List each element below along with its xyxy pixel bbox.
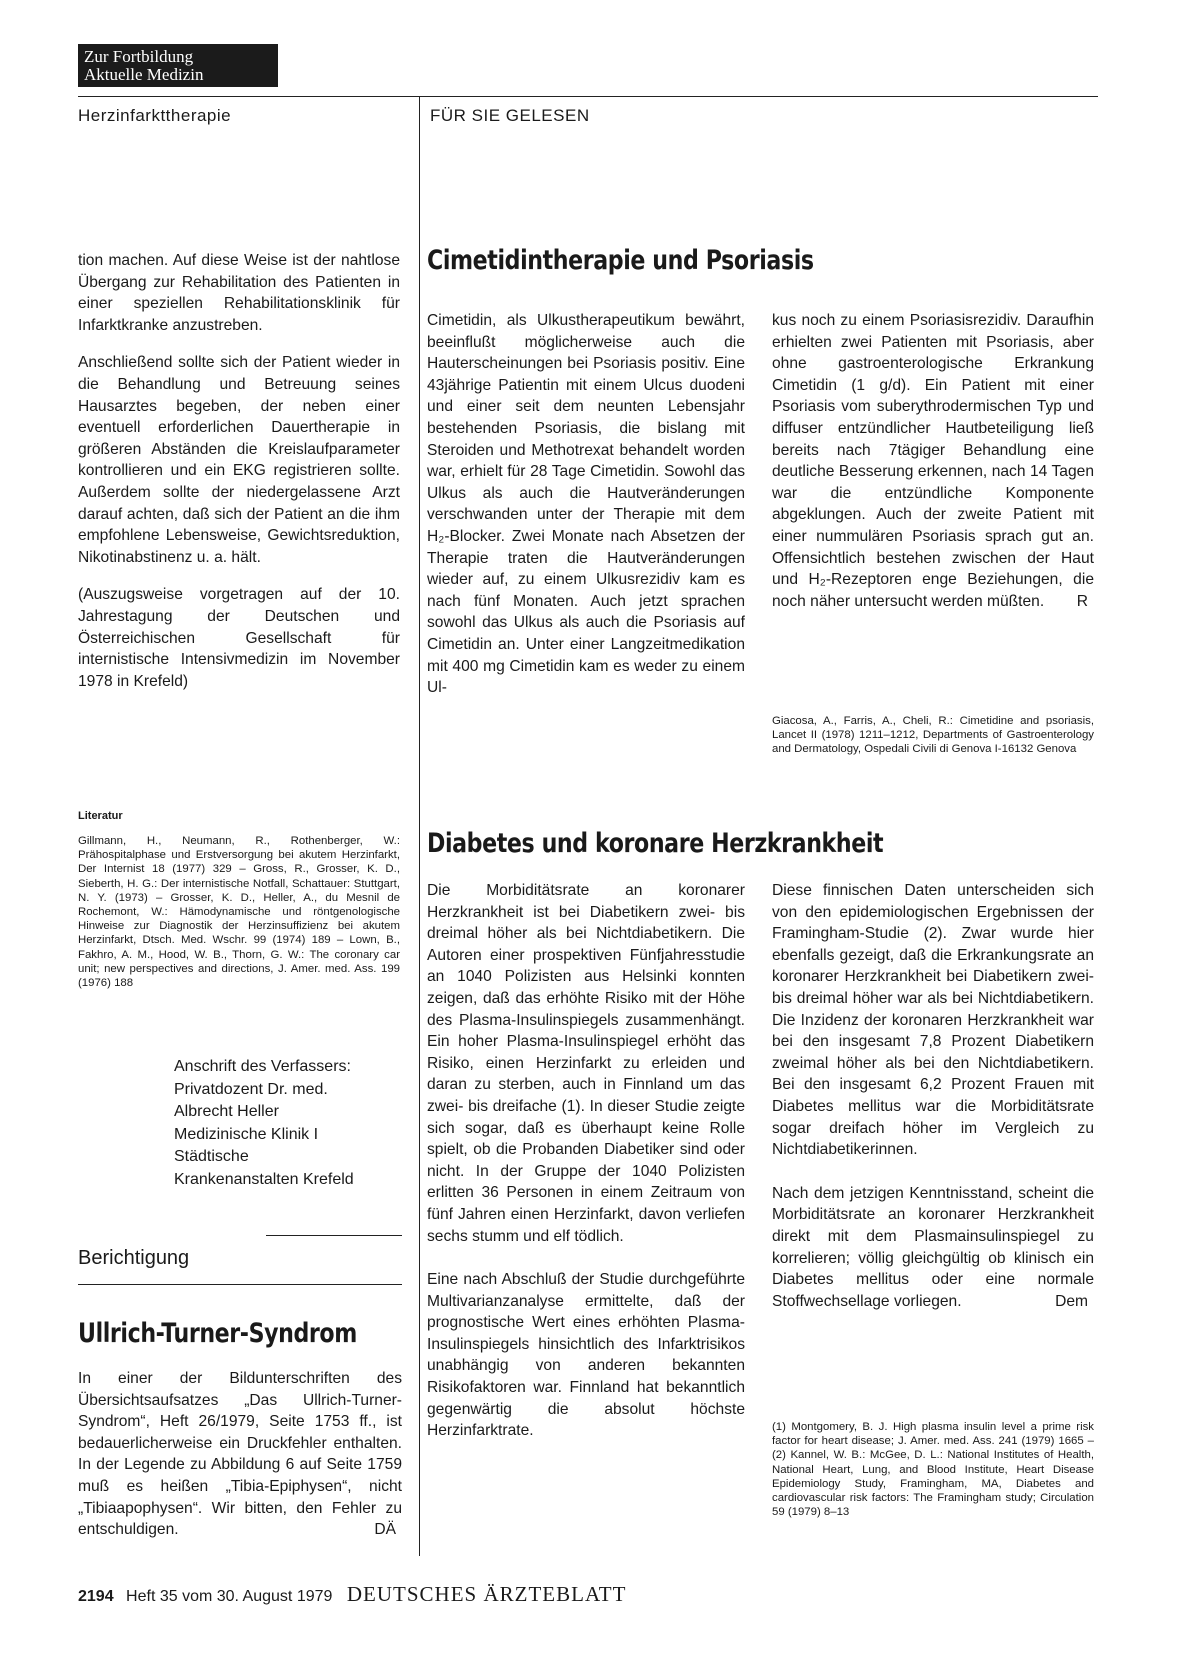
section-badge	[78, 44, 278, 87]
left-paragraph: (Auszugsweise vorgetragen auf der 10. Jahrestagung der Deutschen und Österreichischen Gesellschaft für internistische Intensivmedizin im November 1978 in Krefeld)	[78, 586, 400, 690]
correction-headline-wrap	[78, 1318, 418, 1349]
address-rule	[266, 1235, 402, 1236]
correction-sign: DÄ	[374, 1521, 396, 1539]
article2-sign: Dem	[1055, 1292, 1088, 1310]
address-line: Albrecht Heller	[174, 1103, 279, 1120]
correction-rule	[78, 1284, 402, 1285]
literature-title: Literatur	[78, 810, 123, 822]
article2-col2-paragraph: Diese finnischen Daten unterscheiden sich von den epidemiologischen Ergebnissen der Framingham-Studie (2). Zwar wurde hier ebenfalls gezeigt, daß die Erkrankungsrate an koronarer Herzkrankheit bei Diabetikern zwei- bis dreimal höher war als bei Nichtdiabetikern. Die Inzidenz der koronaren Herzkrankheit war bei den insgesamt 7,8 Prozent Diabetikern zweimal höher als bei den Nichtdiabetikern. Bei den insgesamt 6,2 Prozent Frauen mit Diabetes mellitus war die Morbiditätsrate sogar dreifach höher im Vergleich zu Nichtdiabetikerinnen.	[772, 882, 1094, 1159]
issue-info: Heft 35 vom 30. August 1979	[126, 1588, 333, 1605]
author-address	[174, 1056, 404, 1191]
masthead: DEUTSCHES ÄRZTEBLATT	[346, 1582, 627, 1606]
literature-text: Gillmann, H., Neumann, R., Rothenberger, W.: Prähospitalphase und Erstversorgung bei akutem Herzinfarkt, Der Internist 18 (1977) 329 – Gross, R., Grosser, K. D., Sieberth, H. G.: Der internistische Notfall, Schattauer: Stuttgart, N. Y. (1973) – Grosser, K. D., Heller, A., du Mesnil de Rochemont, W.: Hämodynamische und röntgenologische Hinweise zur Diagnostik der Herzinsuffizienz bei akutem Herzinfarkt, Dtsch. Med. Wschr. 99 (1974) 189 – Lown, B., Fakhro, A. M., Hood, W. B., Thorn, G. W.: The coronary car unit; new perspectives and directions, J. Amer. med. Ass. 199 (1976) 188	[78, 835, 400, 990]
article2-headline-wrap	[427, 828, 983, 859]
article1-sign: R	[1076, 592, 1088, 610]
article2-col2	[772, 880, 1094, 1328]
badge-line-2: Aktuelle Medizin	[84, 65, 204, 84]
header-rule	[78, 96, 1098, 97]
article1-headline-wrap	[427, 245, 899, 276]
column-divider	[419, 96, 420, 1556]
left-paragraph: tion machen. Auf diese Weise ist der nahtlose Übergang zur Rehabilitation des Patienten in einer speziellen Rehabilitationsklinik für Infarktkranke anzustreben.	[78, 252, 400, 334]
left-paragraph: Anschließend sollte sich der Patient wieder in die Behandlung und Betreuung seines Hausarztes begeben, der neben einer eventuell erforderlichen Dauertherapie in größeren Abständen die Kreislaufparameter kontrollieren und ein EKG registrieren sollte. Außerdem sollte der niedergelassene Arzt darauf achten, daß sich der Patient an die ihm empfohlene Lebensweise, Gewichtsreduktion, Nikotinabstinenz u. a. hält.	[78, 354, 400, 566]
address-line: Medizinische Klinik I	[174, 1125, 319, 1143]
article1-col1: Cimetidin, als Ulkustherapeutikum bewährt, beeinflußt möglicherweise auch die Hauterscheinungen bei Psoriasis positiv. Eine 43jährige Patientin mit einem Ulcus duodeni und einer seit dem neunten Lebensjahr bestehenden Psoriasis, die bislang mit Steroiden und Methotrexat behandelt worden war, erhielt für 28 Tage Cimetidin. Sowohl das Ulkus als auch die Hautveränderungen verschwanden unter der Therapie mit dem H₂-Blocker. Zwei Monate nach Absetzen der Therapie traten die Hautveränderungen wieder auf, zu einem Ulkusrezidiv kam es nach fünf Monaten. Auch jetzt sprachen sowohl das Ulkus als auch die Psoriasis auf Cimetidin an. Unter einer Langzeitmedikation mit 400 mg Cimetidin kam es weder zu einem Ul-	[427, 312, 745, 697]
address-line: Städtische	[174, 1148, 249, 1165]
article1-col2	[772, 310, 1094, 612]
article2-col1-paragraph: Die Morbiditätsrate an koronarer Herzkrankheit ist bei Diabetikern zwei- bis dreimal höher als bei Nichtdiabetikern. Die Autoren einer prospektiven Fünfjahresstudie an 1040 Polizisten aus Helsinki konnten zeigen, daß das erhöhte Risiko mit der Höhe des Plasma-Insulinspiegels zusammenhängt. Ein hoher Plasma-Insulinspiegel erhöht das Risiko, einen Herzinfarkt zu erleiden und daran zu sterben, auch in Finnland um das zwei- bis dreifache (1). In dieser Studie zeigte sich sogar, daß es überhaupt keine Rolle spielt, ob die Probanden Diabetiker sind oder nicht. In der Gruppe der 1040 Polizisten erlitten 36 Personen in einem Zeitraum von fünf Jahren einen Herzinfarkt, davon verliefen sechs stumm und elf tödlich.	[427, 882, 745, 1245]
left-section-title: Herzinfarkttherapie	[78, 106, 232, 125]
article2-col1	[427, 880, 745, 1458]
article1-col2-text: kus noch zu einem Psoriasisrezidiv. Daraufhin erhielten zwei Patienten mit Psoriasis, aber ohne gastroenterologische Erkrankung Cimetidin (1 g/d). Ein Patient mit einer Psoriasis vom suberythrodermischen Typ und diffuser entzündlicher Hautbeteiligung ließ bereits nach 7tägiger Behandlung eine deutliche Besserung erkennen, nach 14 Tagen war die entzündliche Komponente abgeklungen. Auch der zweite Patient mit einer nummulären Psoriasis sprach gut an. Offensichtlich bestehen zwischen der Haut und H₂-Rezeptoren enge Beziehungen, die noch näher untersucht werden müßten.	[772, 312, 1094, 610]
address-line: Privatdozent Dr. med.	[174, 1080, 328, 1098]
page-number: 2194	[78, 1588, 114, 1605]
left-article-text	[78, 250, 400, 708]
article2-references: (1) Montgomery, B. J. High plasma insulin level a prime risk factor for heart disease; J. Amer. med. Ass. 241 (1979) 1665 – (2) Kannel, W. B.: McGee, D. L.: National Institutes of Health, National Heart, Lung, and Blood Institute, Heart Disease Epidemiology Study, Framingham, MA, Diabetes and cardiovascular risk factors: The Framingham study; Circulation 59 (1979) 8–13	[772, 1421, 1094, 1519]
right-section-title: FÜR SIE GELESEN	[430, 106, 590, 125]
article1-reference: Giacosa, A., Farris, A., Cheli, R.: Cimetidine and psoriasis, Lancet II (1978) 1211–1212, Departments of Gastroenterology and Dermatology, Ospedali Civili di Genova I-16132 Genova	[772, 715, 1094, 756]
correction-body: In einer der Bildunterschriften des Übersichtsaufsatzes „Das Ullrich-Turner-Syndrom“, Heft 26/1979, Seite 1753 ff., ist bedauerlicherweise ein Druckfehler enthalten. In der Legende zu Abbildung 6 auf Seite 1759 muß es heißen „Tibia-Epiphysen“, nicht „Tibiaapophysen“. Wir bitten, den Fehler zu entschuldigen.	[78, 1370, 402, 1539]
correction-headline: Ullrich-Turner-Syndrom	[78, 1318, 357, 1349]
address-line: Krankenanstalten Krefeld	[174, 1170, 354, 1188]
correction-label: Berichtigung	[78, 1247, 190, 1269]
badge-line-1: Zur Fortbildung	[84, 47, 194, 66]
article2-col2-paragraph	[772, 1183, 1094, 1313]
article2-headline: Diabetes und koronare Herzkrankheit	[427, 828, 884, 859]
article2-col2-text: Nach dem jetzigen Kenntnisstand, scheint die Morbiditätsrate an koronarer Herzkrankheit direkt mit dem Plasmainsulinspiegel zu korrelieren; völlig gleichgültig ob klinisch ein Diabetes mellitus oder eine normale Stoffwechsellage vorliegen.	[772, 1184, 1094, 1310]
article2-col1-paragraph: Eine nach Abschluß der Studie durchgeführte Multivarianzanalyse ermittelte, daß der prognostische Wert eines erhöhten Plasma-Insulinspiegels hinsichtlich des Infarktrisikos unabhängig von anderen bekannten Risikofaktoren war. Finnland hat bekanntlich gegenwärtig die absolut höchste Herzinfarktrate.	[427, 1271, 745, 1440]
correction-text	[78, 1368, 402, 1541]
article1-headline: Cimetidintherapie und Psoriasis	[427, 245, 814, 276]
address-line: Anschrift des Verfassers:	[174, 1058, 351, 1075]
page-footer	[78, 1582, 626, 1607]
